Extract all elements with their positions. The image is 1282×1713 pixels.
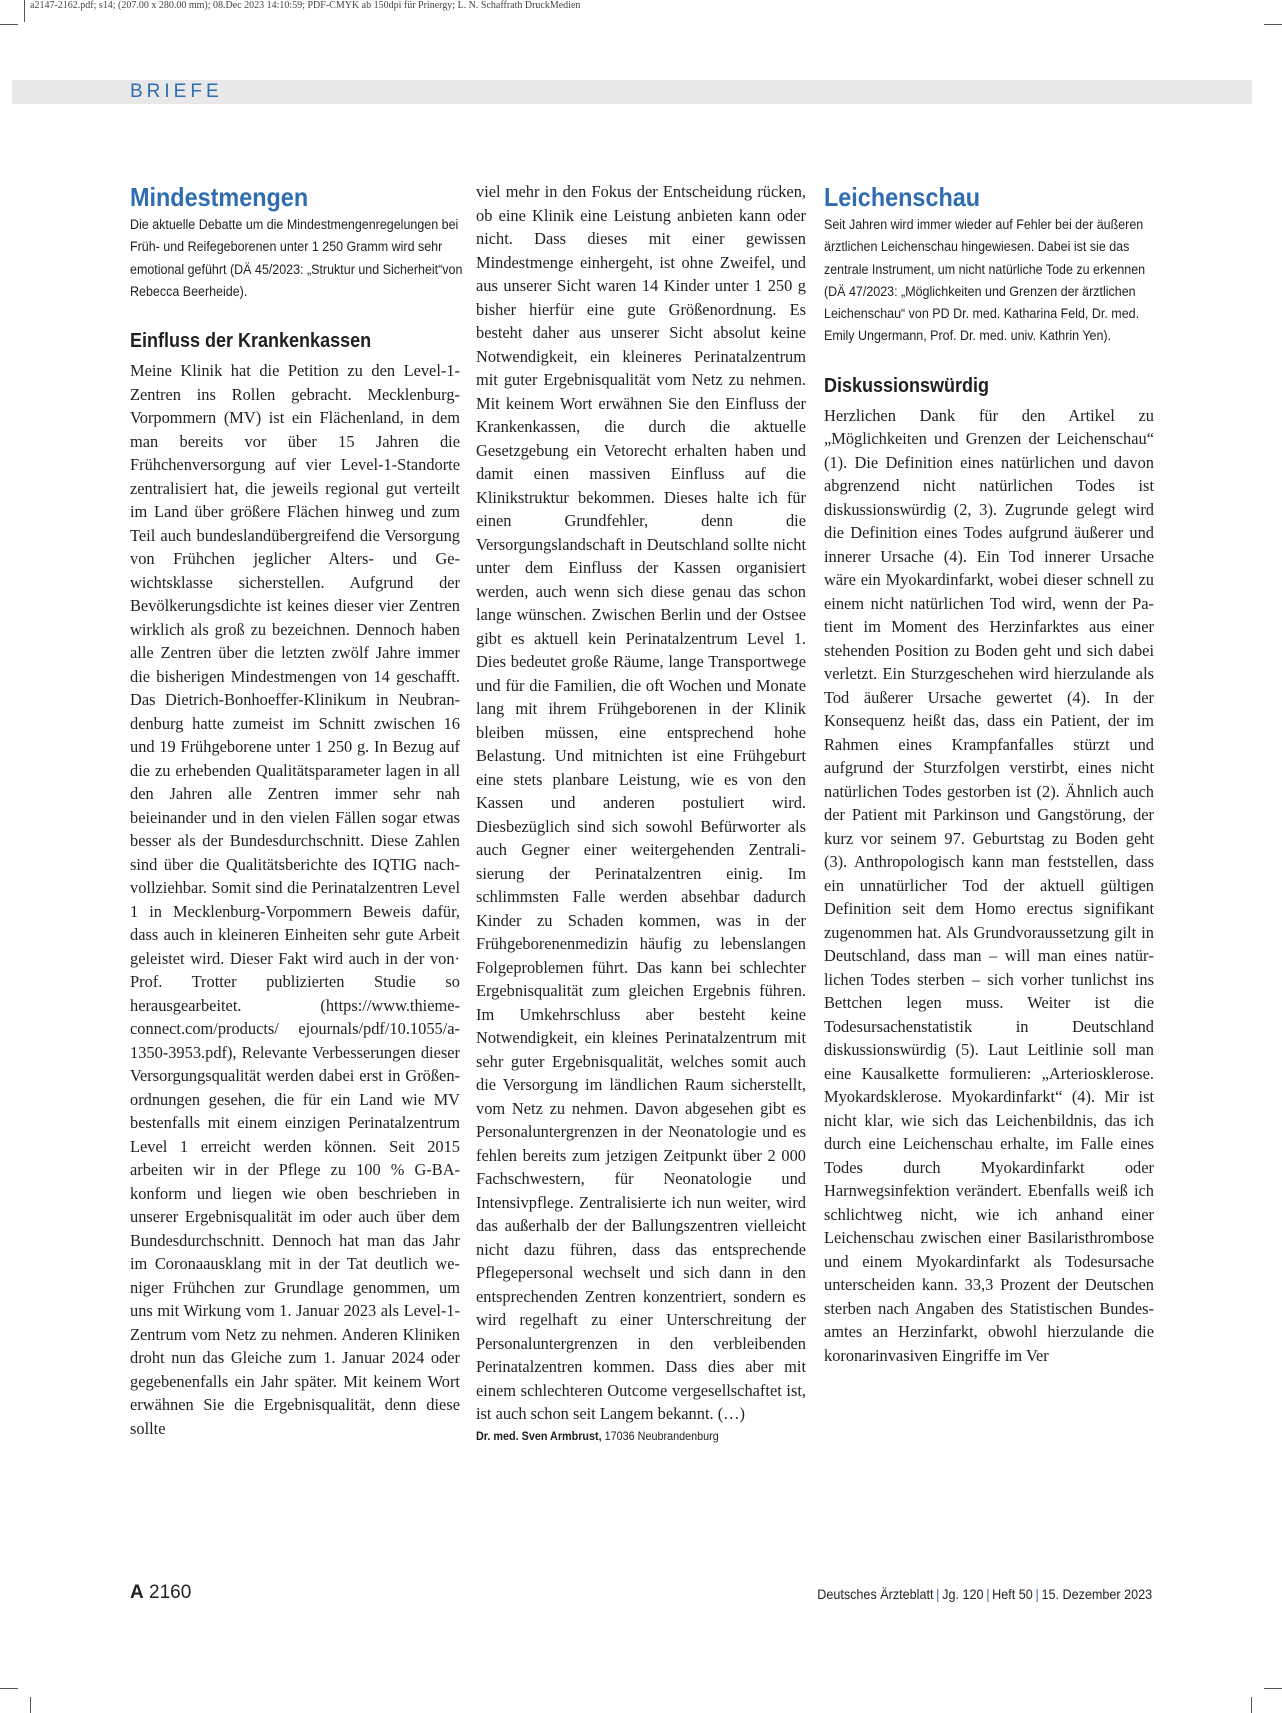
journal-date: 15. Dezember 2023	[1041, 1586, 1152, 1602]
letter-body-continued: viel mehr in den Fokus der Entscheidung rücken, ob eine Klinik eine Leistung anbieten kann oder nicht. Dass dieses mit einer gewissen Mindestmenge einhergeht, ist ohne Zweifel, und aus unserer Sicht waren 14 Kinder unter 1 250 g bisher hierfür eine gute Größenordnung. Es besteht daher aus unserer Sicht absolut keine Notwendigkeit, ein kleineres Perinatalzentrum mit guter Ergebnisqualität vom Netz zu nehmen. Mit keinem Wort erwähnen Sie den Einfluss der Krankenkassen, die durch die aktuelle Gesetzgebung ein Vetorecht erhalten haben und damit einen massiven Einfluss auf die Klinikstruktur bekommen. Dieses halte ich für einen Grundfehler, denn die Versorgungslandschaft in Deutschland sollte nicht unter dem Einfluss der Kassen organisiert werden, auch wenn sich diese genau das schon lange wünschen. Zwischen Berlin und der Ostsee gibt es aktuell kein Perinatalzentrum Level 1. Dies bedeutet große Räume, lange Transportwege und für die Familien, die oft Wochen und Monate lang mit ihrem Frühgeborenen in der Klinik bleiben müssen, eine entsprechend hohe Belastung. Und mitnichten ist eine Frühgeburt eine stets planbare Leistung, wie es von den Kassen und anderen postuliert wird. Diesbezüglich sind sich sowohl Befürworter als auch Gegner einer weitergehenden Zentralisierung der Perinatalzentren einig. Im schlimmsten Falle werden absehbar dadurch Kinder zu Schaden kommen, was in der Frühgeborenenmedizin häufig zu lebenslangen Folgeproblemen führt. Das kann bei schlechter Ergebnisqualität zum gleichen Ergebnis führen. Im Umkehrschluss aber besteht keine Notwendigkeit, ein kleines Perinatalzentrum mit sehr guter Ergebnisqualität, welches somit auch die Versorgung im ländlichen Raum sicherstellt, vom Netz zu nehmen. Davon abgesehen gibt es Personaluntergrenzen in der Neonatologie und es fehlen bereits zum jetzigen Zeitpunkt über 2 000 Fachschwestern, für Neonatologie und Intensivpflege. Zentralisierte ich nun weiter, wird das außerhalb der der Ballungszentren vielleicht nicht dazu führen, dass das entsprechende Pflegepersonal wechselt und sich dann in den entsprechenden Zentren konzentriert, sondern es wird regelhaft zu einer Unterschreitung der Personaluntergrenzen in den verbleibenden Perinatalzentren kommen. Dass dies aber mit einem schlechteren Outcome vergesellschaftet ist, ist auch schon seit Langem bekannt. (…)	[476, 182, 806, 1423]
letter-subhead: Diskussionswürdig	[824, 374, 990, 397]
crop-mark	[1251, 1697, 1252, 1713]
letter-signature	[476, 1426, 782, 1446]
article-lead: Seit Jahren wird immer wieder auf Fehler bei der äußeren ärztlichen Leichenschau hingewiesen. Dabei ist sie das zentrale Instrument, um nicht natürliche Tode zu erkennen (DÄ 47/2023: „Möglichkeiten und Grenzen der ärztlichen Leichenschau“ von PD Dr. med. Katharina Feld, Dr. med. Emily Ungermann, Prof. Dr. med. univ. Kathrin Yen).	[824, 217, 1146, 345]
footer-separator: |	[986, 1586, 990, 1602]
column-3	[824, 180, 1164, 1367]
page-prefix: A	[130, 1582, 144, 1603]
article-lead: Die aktuelle Debatte um die Mindestmengenregelungen bei Früh- und Reifegeborenen unter 1 250 Gramm wird sehr emotional geführt (DÄ 45/2023: „Struktur und Sicherheit“von Rebecca Beerheide).	[130, 217, 463, 300]
journal-name: Deutsches Ärzteblatt	[817, 1586, 934, 1602]
print-info-line: a2147-2162.pdf; s14; (207.00 x 280.00 mm); 08.Dec 2023 14:10:59; PDF-CMYK ab 150dpi für Prinergy; L. N. Schaffrath DruckMedien	[30, 0, 581, 11]
article-title-leichenschau: Leichenschau	[824, 182, 981, 212]
section-label: BRIEFE	[130, 81, 223, 102]
article-title-mindestmengen: Mindestmengen	[130, 182, 309, 212]
letter-subhead: Einfluss der Krankenkassen	[130, 330, 372, 353]
crop-mark	[30, 1697, 31, 1713]
crop-mark	[0, 24, 18, 25]
journal-footer	[817, 1586, 1152, 1602]
crop-mark	[24, 0, 25, 22]
page-number	[130, 1582, 191, 1604]
footer-separator: |	[1035, 1586, 1039, 1602]
crop-mark	[1264, 1688, 1282, 1689]
column-1	[130, 180, 470, 1440]
author-name: Dr. med. Sven Armbrust,	[476, 1428, 602, 1443]
letter-body: Herzlichen Dank für den Artikel zu „Möglichkeiten und Grenzen der Leichenschau“ (1). Die Definition eines natürlichen und davon abgrenzend nicht natürlichen Todes ist diskussionswürdig (2, 3). Zugrunde gelegt wird die Definition eines Todes aufgrund äußerer und innerer Ursache (4). Ein Tod innerer Ursache wäre ein Myokardinfarkt, wobei dieser schnell zu einem nicht natürlichen Tod wird, wenn der Patient im Moment des Herzinfarktes aus einer stehenden Position zu Boden geht und sich dabei verletzt. Ein Sturzgeschehen wird hierzulande als Tod äußerer Ursache gewertet (4). In der Konsequenz heißt das, dass ein Patient, der im Rahmen eines Krampfanfalles stürzt und aufgrund der Sturzfolgen verstirbt, eines nicht natürlichen Todes gestorben ist (2). Ähnlich auch der Patient mit Parkinson und Gangstörung, der kurz vor seinem 97. Geburtstag zu Boden geht (3). Anthropologisch kann man feststellen, dass ein unnatürlicher Tod der aktuell gültigen Definition seit dem Homo erectus signifikant zugenommen hat. Als Grundvoraussetzung gilt in Deutschland, dass man – will man eines natürlichen Todes sterben – sich vorher tunlichst ins Bettchen legen muss. Weiter ist die Todesursachenstatistik in Deutschland diskussionswürdig (5). Laut Leitlinie soll man eine Kausalkette formulieren: „Arteriosklerose. Myokardsklerose. Myokardinfarkt“ (4). Mir ist nicht klar, wie sich das Leichenbildnis, das ich durch eine Leichenschau erhalte, im Falle eines Todes durch Myokardinfarkt oder Harnwegsinfektion verändert. Ebenfalls weiß ich schlichtweg nicht, wie ich anhand einer Leichenschau zwischen einer Basilaristhrombose und einem Myokardinfarkt als Todesursache unterscheiden kann. 33,3 Prozent der Deutschen sterben nach Angaben des Statistischen Bundesamtes an Herzinfarkt, obwohl hierzulande die koronarinvasiven Eingriffe im Ver	[824, 405, 1154, 1365]
page-number-value: 2160	[149, 1582, 192, 1603]
journal-volume: Jg. 120	[942, 1586, 984, 1602]
column-2	[476, 180, 816, 1446]
crop-mark	[1264, 24, 1282, 25]
author-place: 17036 Neubrandenburg	[604, 1428, 719, 1443]
crop-mark	[0, 1688, 18, 1689]
journal-issue: Heft 50	[992, 1586, 1033, 1602]
footer-separator: |	[936, 1586, 940, 1602]
letter-body: Meine Klinik hat die Petition zu den Level-1-Zentren ins Rollen gebracht. Mecklenburg-Vorpommern (MV) ist ein Flächenland, in dem man bereits vor über 15 Jahren die Frühchenversorgung auf vier Level-1-Standorte zentralisiert hat, die jeweils regional gut verteilt im Land über größere Flächen hinweg und zum Teil auch bundeslandübergreifend die Versorgung von Frühchen jeglicher Alters- und Gewichtsklasse sicherstellen. Aufgrund der Bevölkerungsdichte ist keines dieser vier Zentren wirklich als groß zu bezeichnen. Dennoch haben alle Zentren über die letzten zwölf Jahre immer die bisherigen Mindestmengen von 14 geschafft. Das Dietrich-Bonhoeffer-Klinikum in Neubrandenburg hatte zumeist im Schnitt zwischen 16 und 19 Frühgeborene unter 1 250 g. In Bezug auf die zu erhebenden Qualitätsparameter lagen in all den Jahren alle Zentren immer sehr nah beieinander und in den vielen Fällen sogar etwas besser als der Bundesdurchschnitt. Diese Zahlen sind über die Qualitätsberichte des IQTIG nachvollziehbar. Somit sind die Perinatalzentren Level 1 in Mecklenburg-Vorpommern Beweis dafür, dass auch in kleineren Einheiten sehr gute Arbeit geleistet wird. Dieser Fakt wird auch in der von· Prof. Trotter publizierten Studie so herausgearbeitet. (https://www.thieme-connect.com/products/ ejournals/pdf/10.1055/a-1350-3953.pdf), Relevante Verbesserungen dieser Versorgungsqualität werden dabei erst in Größenordnungen gesehen, die für ein Land wie MV bestenfalls mit einem einzigen Perinatalzentrum Level 1 erreicht werden können. Seit 2015 arbeiten wir in der Pflege zu 100 % G-BA-konform und liegen wie oben beschrieben in unserer Ergebnisqualität im oder auch über dem Bundesdurchschnitt. Dennoch hat man das Jahr im Coronaausklang mit in der Tat deutlich weniger Frühchen zur Grundlage genommen, um uns mit Wirkung vom 1. Januar 2023 als Level-1-Zentrum vom Netz zu nehmen. Anderen Kliniken droht nun das Gleiche zum 1. Januar 2024 oder gegebenenfalls ein Jahr später. Mit keinem Wort erwähnen Sie die Ergebnisqualität, denn diese sollte	[130, 361, 460, 1438]
